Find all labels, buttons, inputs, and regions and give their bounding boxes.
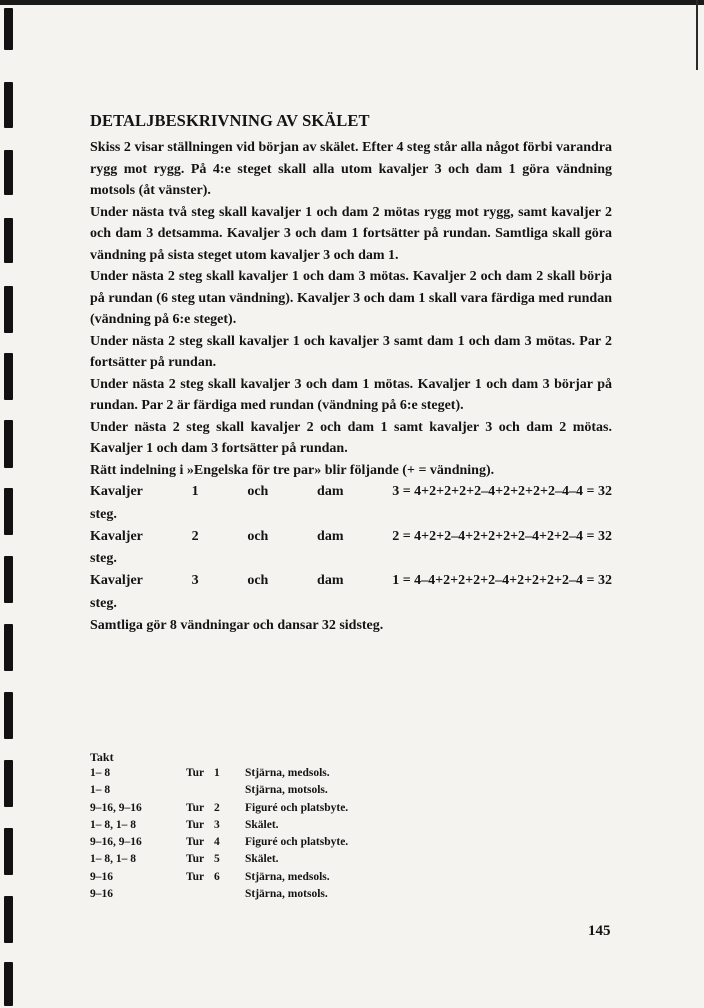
tur-number-cell: 5 — [214, 853, 220, 866]
formula-line — [90, 570, 612, 592]
page-number: 145 — [588, 923, 611, 939]
formula-word: och — [247, 484, 269, 499]
binding-mark — [4, 218, 13, 263]
table-row — [90, 784, 348, 801]
summary-line: Samtliga gör 8 vändningar och dansar 32 sidsteg. — [90, 617, 384, 633]
takt-cell: 1– 8, 1– 8 — [90, 853, 136, 866]
binding-mark — [4, 420, 13, 468]
binding-mark — [4, 896, 13, 943]
binding-mark — [4, 624, 13, 671]
paragraph: Under nästa 2 steg skall kavaljer 3 och dam 1 mötas. Kavaljer 1 och dam 3 börjar på rundan. Par 2 är färdiga med rundan (vändning på 6:e steget). — [90, 376, 612, 413]
table-row — [90, 767, 348, 784]
formula-unit: steg. — [90, 595, 117, 611]
binding-mark — [4, 760, 13, 807]
table-row — [90, 871, 348, 888]
tur-number-cell: 4 — [214, 836, 220, 849]
takt-table-block — [90, 750, 348, 905]
formula-equation: 3 = 4+2+2+2+2–4+2+2+2+2–4–4 = 32 — [392, 484, 612, 499]
table-row — [90, 888, 348, 905]
tur-cell — [186, 888, 214, 905]
table-row — [90, 836, 348, 853]
takt-cell: 1– 8, 1– 8 — [90, 818, 136, 831]
description-cell: Stjärna, medsols. — [245, 870, 330, 883]
formula-equation: 1 = 4–4+2+2+2+2–4+2+2+2+2–4 = 32 — [392, 573, 612, 588]
takt-cell: 1– 8 — [90, 767, 111, 779]
formula-line — [90, 481, 612, 503]
tur-number-cell: 2 — [214, 801, 220, 814]
tur-cell: Tur — [186, 818, 205, 831]
tur-cell: Tur — [186, 853, 205, 866]
table-row — [90, 819, 348, 836]
tur-number-cell: 1 — [214, 767, 220, 779]
formula-word: Kavaljer — [90, 528, 143, 544]
tur-number-cell: 3 — [214, 818, 220, 831]
description-paragraphs — [90, 137, 612, 481]
description-cell: Stjärna, medsols. — [245, 767, 330, 779]
formula-word: 3 — [191, 573, 199, 588]
description-cell: Skälet. — [245, 818, 279, 831]
formula-block — [90, 481, 612, 615]
paragraph: Skiss 2 visar ställningen vid början av skälet. Efter 4 steg står alla något förbi varandra rygg mot rygg. På 4:e steget skall alla utom kavaljer 3 och dam 1 göra vändning motsols (åt vänster). — [90, 140, 612, 198]
formula-word: Kavaljer — [90, 573, 143, 588]
binding-mark — [4, 8, 13, 50]
takt-table — [90, 767, 348, 905]
tur-cell — [186, 784, 214, 801]
formula-word: 1 — [191, 484, 199, 499]
formula-equation: 2 = 4+2+2–4+2+2+2+2–4+2+2–4 = 32 — [392, 528, 612, 544]
paragraph: Under nästa 2 steg skall kavaljer 2 och dam 1 samt kavaljer 3 och dam 2 mötas. Kavaljer 1 och dam 3 fortsätter på rundan. — [90, 419, 612, 456]
tur-number-cell — [214, 784, 245, 801]
takt-cell: 9–16 — [90, 870, 113, 883]
description-cell: Skälet. — [245, 853, 279, 866]
paragraph: Under nästa 2 steg skall kavaljer 1 och dam 3 mötas. Kavaljer 2 och dam 2 skall börja på rundan (6 steg utan vändning). Kavaljer 3 och dam 1 skall vara färdiga med rundan (vändning på 6:e steget). — [90, 269, 612, 327]
formula-unit: steg. — [90, 551, 117, 566]
binding-mark — [4, 556, 13, 603]
paragraph: Under nästa två steg skall kavaljer 1 och dam 2 mötas rygg mot rygg, samt kavaljer 2 och dam 3 detsamma. Kavaljer 3 och dam 1 fortsätter på rundan. Samtliga skall göra vändning på sista steget utom kavaljer 3 och dam 1. — [90, 204, 612, 263]
formula-word: Kavaljer — [90, 484, 143, 499]
description-cell: Stjärna, motsols. — [245, 888, 328, 901]
takt-header: Takt — [90, 750, 114, 764]
paragraph: Rätt indelning i »Engelska för tre par» blir följande (+ = vändning). — [90, 462, 495, 478]
binding-mark — [4, 286, 13, 333]
formula-word: dam — [317, 528, 344, 544]
tur-number-cell: 6 — [214, 870, 220, 883]
formula-word: och — [247, 528, 269, 544]
tur-cell: Tur — [186, 870, 205, 883]
tur-cell: Tur — [186, 767, 205, 779]
table-row — [90, 853, 348, 870]
description-cell: Stjärna, motsols. — [245, 784, 328, 797]
binding-mark — [4, 353, 13, 400]
scan-right-border — [696, 0, 698, 70]
scan-top-border — [0, 0, 704, 5]
binding-mark — [4, 150, 13, 195]
binding-mark — [4, 692, 13, 739]
formula-line — [90, 526, 612, 548]
formula-word: och — [247, 573, 269, 588]
page-title: DETALJBESKRIVNING AV SKÄLET — [90, 111, 370, 130]
formula-word: dam — [317, 573, 344, 588]
binding-mark — [4, 962, 13, 1006]
takt-cell: 9–16, 9–16 — [90, 801, 142, 814]
description-cell: Figuré och platsbyte. — [245, 836, 349, 849]
tur-cell: Tur — [186, 801, 205, 814]
formula-word: dam — [317, 484, 344, 499]
description-cell: Figuré och platsbyte. — [245, 801, 349, 814]
takt-cell: 9–16, 9–16 — [90, 836, 142, 849]
binding-mark — [4, 488, 13, 535]
table-row — [90, 802, 348, 819]
paragraph: Under nästa 2 steg skall kavaljer 1 och kavaljer 3 samt dam 1 och dam 3 mötas. Par 2 fortsätter på rundan. — [90, 333, 612, 370]
formula-word: 2 — [191, 528, 199, 544]
tur-number-cell — [214, 888, 245, 905]
formula-unit: steg. — [90, 506, 117, 522]
main-text — [90, 111, 612, 636]
takt-cell: 1– 8 — [90, 784, 111, 797]
takt-cell: 9–16 — [90, 888, 113, 901]
binding-mark — [4, 828, 13, 875]
tur-cell: Tur — [186, 836, 205, 849]
binding-mark — [4, 82, 13, 128]
